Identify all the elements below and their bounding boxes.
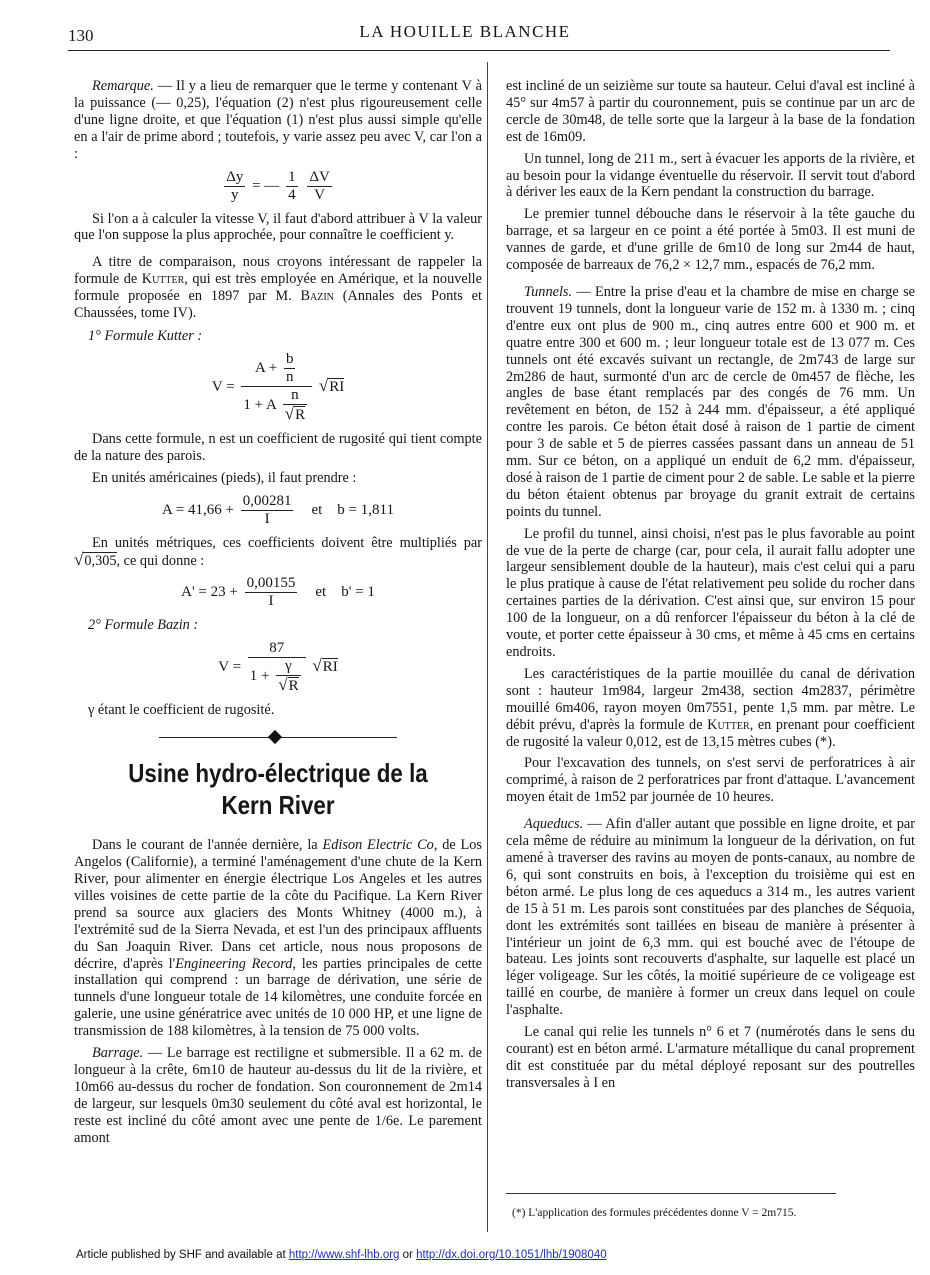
bazin-equation: V = 87 1 + $\frac{\gamma}{√R}$ √RI — [218, 640, 338, 695]
gamma-note: γ étant le coefficient de rugosité. — [88, 702, 275, 719]
unites-metriques: En unités métriques, ces coefficients doivent être multipliés par √0,305, ce qui donne : — [74, 534, 482, 569]
right-column — [506, 78, 915, 1097]
remarque-paragraph: Remarque. — Il y a lieu de remarquer que le terme y contenant V à la puissance (— 0,25), l'équation (2) n'est plus rigoureusement celle d'une ligne droite, et que l'équation (1) n'est plus aussi simple qu'elle en a l'air de prime abord ; toutefois, y varie assez peu avec V, car l'on a : — [74, 78, 482, 162]
intro-paragraph: Dans le courant de l'année dernière, la Edison Electric Co, de Los Angelos (Californie), a terminé l'aménagement d'une chute de la Kern River, pour alimenter en énergie électrique Los Angeles et les autres villes voisines de cette partie de la côte du Pacifique. La Kern River prend sa source aux glaciers des Monts Whitney (4000 m.), à l'extrémité sud de la Sierra Nevada, et est l'un des principaux affluents du San Joaquin River. Dans cet article, nous nous proposons de décrire, d'après l'Engineering Record, les parties principales de cette installation qui comprend : un barrage de dérivation, une série de tunnels d'une longueur totale de 14 kilomètres, une conduite forcée en galerie, une usine génératrice avec unités de 10 000 HP, et une ligne de transmission de 188 kilomètres, à la tension de 75 000 volts. — [74, 837, 482, 1040]
footnote: (*) L'application des formules précédentes donne V = 2m715. — [512, 1207, 797, 1219]
tunnels-paragraph: Tunnels. — Entre la prise d'eau et la chambre de mise en charge se trouvent 19 tunnels, dont la longueur varie de 152 m. à 1330 m. ; cinq d'entre eux ont plus de 900 m., cinq autres entre 600 et 900 m. et quatre entre 300 et 600 m. ; leur longueur totale est de 13 077 m. Ces tunnels ont été excavés suivant un rectangle, de 2m743 de large sur 2m286 de haut, surmonté d'un arc de cercle de 0m457 de flèche, les angles de base étant remplacés par des congés de 76 mm. Un revêtement en béton, de 152 à 244 mm. d'épaisseur, a été appliqué contre les parois. Ce béton était dosé à raison de 1 partie de ciment pour 3 de sable et 5 de pierres cassées passant dans un anneau de 51 mm. Sur ce béton, on a appliqué un enduit de 6,2 mm. d'épaisseur, dosé à raison de 1 partie de ciment pour 2 de sable. Le sable et la pierre du béton étaient obtenus par broyage du granit extrait de certains points du tunnel. — [506, 283, 915, 520]
formule-bazin-title: 2° Formule Bazin : — [88, 617, 199, 634]
unites-americaines: En unités américaines (pieds), il faut prendre : — [92, 469, 357, 486]
vitesse-paragraph: Si l'on a à calculer la vitesse V, il faut d'abord attribuer à V la valeur que l'on suppose la plus approchée, pour connaître le coefficient y. — [74, 210, 482, 244]
kutter-note: Dans cette formule, n est un coefficient de rugosité qui tient compte de la nature des parois. — [74, 430, 482, 464]
header-rule — [68, 50, 890, 51]
footnote-rule — [506, 1193, 836, 1194]
profil-paragraph: Le profil du tunnel, ainsi choisi, n'est pas le plus favorable au point de vue de la perte de charge (car, pour cela, il aurait fallu adopter une largeur sensiblement double de la hauteur), mais c'est celui qui a paru le plus pratique à cause de l'état relativement peu solide du rocher dans certaines parties de la dérivation. C'est ainsi que, sur environ 15 pour 100 de la longueur, on a dû renforcer l'épaisseur du béton à la clé de voute, et porter cette épaisseur à 30 cms, et même à 45 cms en certains endroits. — [506, 525, 915, 660]
aqueducs-paragraph: Aqueducs. — Afin d'aller autant que possible en ligne droite, et par cela même de réduire au minimum la longueur de la dérivation, on fut amené à traverser des ravins au moyen de ponts-canaux, au nombre de 6, qui sont construits en bois, à l'exception du troisième qui est en béton armé. Le plus long de ces aqueducs a 314 m., les autres varient de 15 à 51 m. Les parois sont constituées par des planches de Séquoia, dont les extrémités sont taillées en biseau de manière à présenter à l'intérieur un joint de 6,3 mm. qui est bouché avec de l'étoupe de bateau. Les joints sont recouverts d'asphalte, sur laquelle est placé un léger voligeage. Sur les côtés, la moitié supérieure de ce voligeage est taillé en courbe, de manière à former un creux dans lequel on coule l'asphalte. — [506, 816, 915, 1019]
comparaison-paragraph: A titre de comparaison, nous croyons intéressant de rappeler la formule de Kutter, qui est très employée en Amérique, et la nouvelle formule proposée en 1897 par M. Bazin (Annales des Ponts et Chaussées, tome IV). — [74, 254, 483, 322]
barrage-continued: est incliné de un seizième sur toute sa hauteur. Celui d'aval est incliné à 45° sur 4m57 à partir du couronnement, puis se continue par un arc de cercle de 30m48, de telle sorte que la largeur à la base de la fondation est de 16m09. — [506, 78, 915, 145]
section-ornament — [74, 731, 482, 745]
page-number: 130 — [68, 26, 94, 45]
remarque-lead: Remarque. — [92, 78, 154, 94]
premier-tunnel-paragraph: Le premier tunnel débouche dans le réservoir à la tête gauche du barrage, et sa largeur en ce point a été portée à 5m03. Il est muni de vannes de garde, et d'une grille de 6m10 de long sur 2m44 de haut, composée de barreaux de 76,2 × 12,7 mm., espacés de 76,2 mm. — [506, 206, 915, 274]
journal-running-head: LA HOUILLE BLANCHE — [359, 22, 571, 41]
equation-delta-y: $\frac{\Delta y}{y}$ = — $\frac{1}{4}$ $\frac{\Delta V}{V}$ — [226, 168, 330, 203]
article-title: Usine hydro-électrique de la Kern River — [128, 758, 428, 821]
caracteristiques-paragraph: Les caractéristiques de la partie mouillée du canal de dérivation sont : hauteur 1m984, largeur 2m438, section 4m2837, périmètre mouillé 6m406, rayon moyen 0m7551, pente 1,5 mm. par mètre. Le débit prévu, d'après la formule de Kutter, en prenant pour coefficient de rugosité la valeur 0,012, est de 13,15 mètres cubes (*). — [506, 665, 915, 750]
american-units-equation: A = 41,66 + $\frac{0,00281}{I}$ et b = 1,811 — [162, 492, 394, 527]
shf-link[interactable]: http://www.shf-lhb.org — [288, 1249, 400, 1261]
canal-paragraph: Le canal qui relie les tunnels n° 6 et 7 (numérotés dans le sens du courant) est en béton armé. L'armature métallique du canal proprement dit est constituée par du métal déployé reposant sur des poutrelles transversales à I en — [506, 1024, 915, 1091]
diamond-ornament-icon — [268, 730, 282, 744]
tunnel-evacuation-paragraph: Un tunnel, long de 211 m., sert à évacuer les apports de la rivière, et au besoin pour la vidange éventuelle du réservoir. Il servit tout d'abord à dériver les eaux de la Kern pendant la construction du barrage. — [506, 150, 915, 201]
formule-kutter-title: 1° Formule Kutter : — [88, 327, 203, 344]
excavation-paragraph: Pour l'excavation des tunnels, on s'est servi de perforatrices à air comprimé, à raison de 2 perforatrices par front d'attaque. L'avancement moyen était de 1m52 par journée de 10 heures. — [506, 755, 915, 806]
left-column — [74, 78, 482, 1152]
metric-units-equation: A' = 23 + $\frac{0,00155}{I}$ et b' = 1 — [181, 575, 375, 610]
kutter-equation: V = A + $\frac{b}{n}$ 1 + A $\frac{n}{√R}$ √RI — [211, 350, 345, 423]
barrage-paragraph: Barrage. — Le barrage est rectiligne et submersible. Il a 62 m. de longueur à la crête, 6m10 de hauteur au-dessus du lit de la rivière, et 10m66 au-dessus du rocher de fondation. Son couronnement de 2m14 de largeur, sur lesquels 0m30 seulement du côté aval est horizontal, le reste est incliné du côté amont avec une pente de 1/6e. Le parement amont — [74, 1045, 482, 1146]
doi-link[interactable]: http://dx.doi.org/10.1051/lhb/1908040 — [416, 1249, 607, 1261]
publication-footer: Article published by SHF and available at http://www.shf-lhb.org or http://dx.doi.org/10.1051/lhb/1908040 — [76, 1249, 607, 1261]
column-rule — [487, 62, 488, 1232]
